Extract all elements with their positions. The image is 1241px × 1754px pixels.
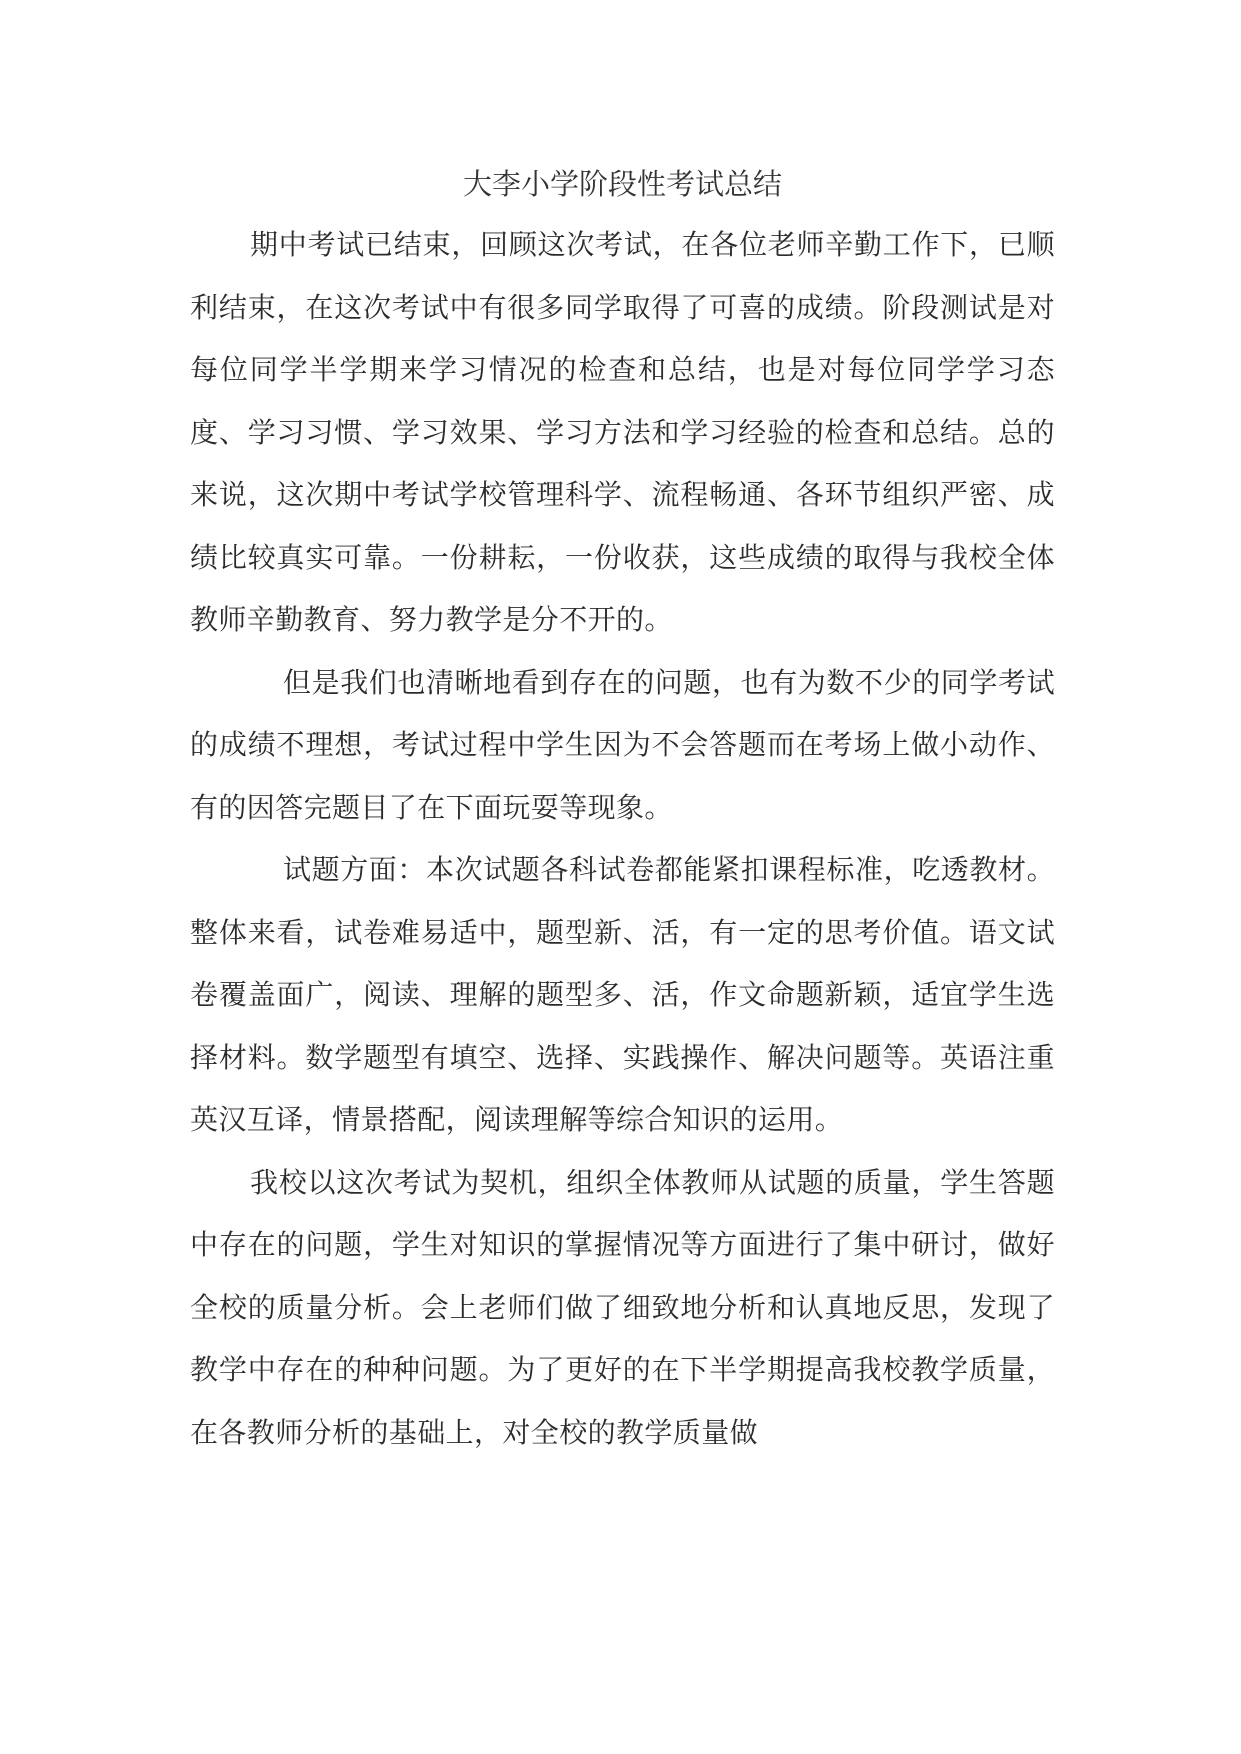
paragraph-problems: 但是我们也清晰地看到存在的问题，也有为数不少的同学考试的成绩不理想，考试过程中学生因为不会答题而在考场上做小动作、有的因答完题目了在下面玩耍等现象。 bbox=[190, 665, 1055, 824]
paragraph-quality-analysis: 我校以这次考试为契机，组织全体教师从试题的质量，学生答题中存在的问题，学生对知识的掌握情况等方面进行了集中研讨，做好全校的质量分析。会上老师们做了细致地分析和认真地反思，发现了教学中存在的种种问题。为了更好的在下半学期提高我校教学质量，在各教师分析的基础上，对全校的教学质量做 bbox=[190, 1165, 1055, 1449]
paragraph-exam-overview: 期中考试已结束，回顾这次考试，在各位老师辛勤工作下，已顺利结束，在这次考试中有很多同学取得了可喜的成绩。阶段测试是对每位同学半学期来学习情况的检查和总结，也是对每位同学学习态度、学习习惯、学习效果、学习方法和学习经验的检查和总结。总的来说，这次期中考试学校管理科学、流程畅通、各环节组织严密、成绩比较真实可靠。一份耕耘，一份收获，这些成绩的取得与我校全体教师辛勤教育、努力教学是分不开的。 bbox=[190, 228, 1055, 636]
paragraph-test-questions: 试题方面：本次试题各科试卷都能紧扣课程标准，吃透教材。整体来看，试卷难易适中，题型新、活，有一定的思考价值。语文试卷覆盖面广，阅读、理解的题型多、活，作文命题新颖，适宜学生选择材料。数学题型有填空、选择、实践操作、解决问题等。英语注重英汉互译，情景搭配，阅读理解等综合知识的运用。 bbox=[190, 853, 1055, 1136]
document-body bbox=[190, 160, 1055, 1464]
document-title: 大李小学阶段性考试总结 bbox=[462, 167, 782, 201]
